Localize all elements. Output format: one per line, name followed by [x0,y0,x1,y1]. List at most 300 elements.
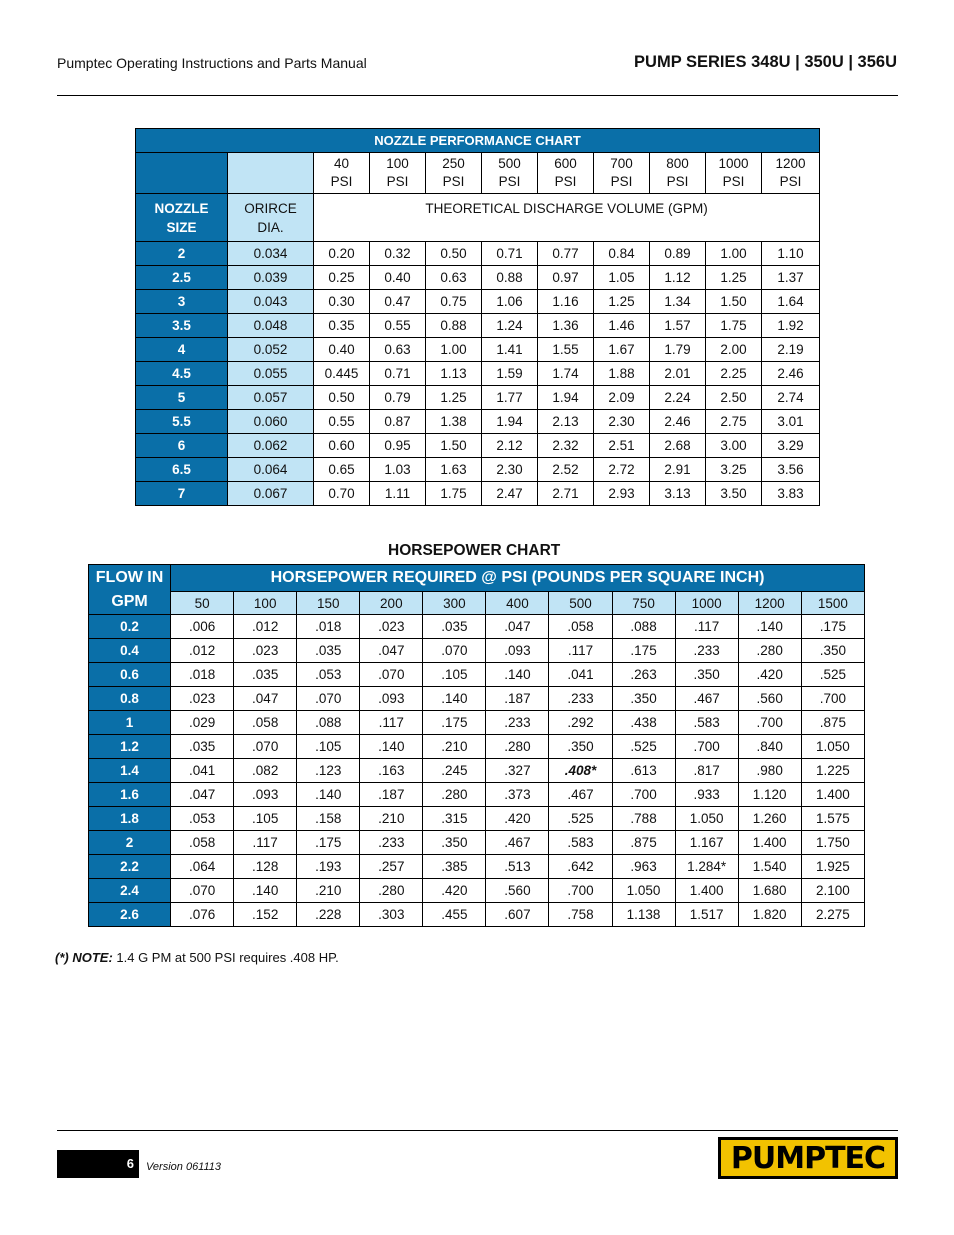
discharge-value-cell: 1.55 [538,338,594,362]
hp-value-cell: .187 [486,687,549,711]
hp-value-cell: .467 [549,783,612,807]
discharge-value-cell: 1.36 [538,314,594,338]
flow-gpm-cell: 2.6 [89,903,171,927]
hp-value-cell: .093 [486,639,549,663]
version-label: Version 061113 [146,1161,222,1173]
discharge-value-cell: 0.32 [370,242,426,266]
hp-value-cell: .980 [738,759,801,783]
discharge-value-cell: 0.63 [370,338,426,362]
hp-value-cell: .420 [486,807,549,831]
discharge-value-cell: 0.50 [426,242,482,266]
orifice-dia-cell: 0.062 [228,434,314,458]
nozzle-blank-header [136,153,228,194]
hp-value-cell: .210 [297,879,360,903]
hp-value-cell: .420 [738,663,801,687]
hp-psi-header: 1500 [801,592,864,615]
header-right-title: PUMP SERIES 348U | 350U | 356U [634,53,897,71]
flow-gpm-cell: 2.4 [89,879,171,903]
hp-value-cell: 1.225 [801,759,864,783]
psi-value: 1200 [775,156,806,171]
discharge-value-cell: 1.57 [650,314,706,338]
orifice-dia-cell: 0.064 [228,458,314,482]
nozzle-row [136,290,820,314]
nozzle-row [136,314,820,338]
psi-column-header [370,153,426,194]
nozzle-size-cell: 2 [136,242,228,266]
hp-value-cell: .210 [360,807,423,831]
hp-value-cell: .233 [486,711,549,735]
discharge-value-cell: 2.12 [482,434,538,458]
flow-gpm-header: FLOW IN GPM [89,565,171,615]
discharge-value-cell: 0.50 [314,386,370,410]
flow-gpm-cell: 2.2 [89,855,171,879]
discharge-value-cell: 3.01 [762,410,820,434]
orifice-dia-cell: 0.043 [228,290,314,314]
hp-value-cell: .280 [360,879,423,903]
nozzle-row [136,362,820,386]
hp-row [89,687,865,711]
discharge-value-cell: 0.97 [538,266,594,290]
nozzle-row [136,410,820,434]
discharge-value-cell: 2.50 [706,386,762,410]
hp-value-cell: .350 [801,639,864,663]
hp-value-cell: .053 [297,663,360,687]
discharge-value-cell: 2.51 [594,434,650,458]
hp-value-cell: .023 [360,615,423,639]
hp-value-cell: .053 [171,807,234,831]
hp-row [89,639,865,663]
hp-value-cell: .006 [171,615,234,639]
discharge-value-cell: 1.13 [426,362,482,386]
hp-value-cell: .012 [171,639,234,663]
flow-gpm-cell: 0.2 [89,615,171,639]
hp-value-cell: .029 [171,711,234,735]
discharge-value-cell: 3.56 [762,458,820,482]
discharge-value-cell: 0.30 [314,290,370,314]
hp-value-cell: .233 [549,687,612,711]
hp-value-cell: .158 [297,807,360,831]
orifice-dia-cell: 0.048 [228,314,314,338]
hp-value-cell: .058 [549,615,612,639]
discharge-value-cell: 1.64 [762,290,820,314]
flow-gpm-cell: 1 [89,711,171,735]
discharge-value-cell: 2.46 [762,362,820,386]
hp-row [89,711,865,735]
discharge-value-cell: 1.94 [482,410,538,434]
discharge-value-cell: 0.20 [314,242,370,266]
flow-gpm-cell: 1.8 [89,807,171,831]
flow-gpm-cell: 1.4 [89,759,171,783]
discharge-value-cell: 1.03 [370,458,426,482]
hp-value-cell: .140 [423,687,486,711]
header-rule [57,95,898,96]
header-left-title: Pumptec Operating Instructions and Parts Manual [57,55,367,71]
hp-value-cell: .245 [423,759,486,783]
hp-value-cell: .070 [297,687,360,711]
hp-value-cell: .117 [234,831,297,855]
discharge-value-cell: 2.19 [762,338,820,362]
orifice-dia-cell: 0.067 [228,482,314,506]
discharge-value-cell: 2.13 [538,410,594,434]
nozzle-size-cell: 6.5 [136,458,228,482]
footnote [55,950,339,965]
psi-column-header [706,153,762,194]
discharge-value-cell: 1.74 [538,362,594,386]
discharge-value-cell: 1.41 [482,338,538,362]
nozzle-row [136,482,820,506]
hp-value-cell: .455 [423,903,486,927]
hp-value-cell: .525 [801,663,864,687]
hp-value-cell: .700 [549,879,612,903]
hp-value-cell: .233 [360,831,423,855]
hp-value-cell: .035 [171,735,234,759]
hp-value-cell: 2.275 [801,903,864,927]
discharge-value-cell: 1.79 [650,338,706,362]
hp-required-header: HORSEPOWER REQUIRED @ PSI (POUNDS PER SQUARE INCH) [171,565,865,592]
hp-value-cell: 1.120 [738,783,801,807]
psi-column-header [314,153,370,194]
hp-psi-header: 1200 [738,592,801,615]
nozzle-chart-title: NOZZLE PERFORMANCE CHART [136,129,820,153]
discharge-value-cell: 0.79 [370,386,426,410]
hp-value-cell: .700 [738,711,801,735]
discharge-value-cell: 0.88 [426,314,482,338]
hp-value-cell: .035 [297,639,360,663]
footnote-label: (*) NOTE: [55,950,113,965]
hp-value-cell: .963 [612,855,675,879]
hp-value-cell: .350 [549,735,612,759]
psi-column-header [482,153,538,194]
hp-value-cell: .583 [549,831,612,855]
hp-value-cell: .035 [423,615,486,639]
discharge-value-cell: 3.00 [706,434,762,458]
hp-value-cell: .105 [234,807,297,831]
discharge-value-cell: 2.24 [650,386,706,410]
hp-value-cell: .070 [423,639,486,663]
discharge-value-cell: 1.00 [426,338,482,362]
hp-value-cell: .105 [297,735,360,759]
hp-value-cell: .175 [801,615,864,639]
hp-value-cell: .607 [486,903,549,927]
hp-value-cell: .140 [486,663,549,687]
discharge-value-cell: 1.25 [594,290,650,314]
hp-value-cell: .350 [675,663,738,687]
psi-column-header [426,153,482,194]
discharge-value-cell: 2.09 [594,386,650,410]
psi-value: 40 [333,156,350,171]
discharge-value-cell: 2.52 [538,458,594,482]
discharge-value-cell: 1.25 [426,386,482,410]
hp-value-cell: .292 [549,711,612,735]
hp-value-cell: 1.050 [612,879,675,903]
psi-value: 600 [554,156,577,171]
flow-gpm-cell: 1.2 [89,735,171,759]
nozzle-size-cell: 4 [136,338,228,362]
psi-unit: PSI [666,174,689,189]
psi-column-header [538,153,594,194]
discharge-value-cell: 3.13 [650,482,706,506]
hp-value-cell: .175 [612,639,675,663]
psi-column-header [762,153,820,194]
psi-column-header [650,153,706,194]
discharge-value-cell: 1.67 [594,338,650,362]
hp-value-cell: .018 [297,615,360,639]
orifice-dia-cell: 0.060 [228,410,314,434]
discharge-value-cell: 1.00 [706,242,762,266]
discharge-value-cell: 2.46 [650,410,706,434]
page-number: 6 [57,1150,139,1178]
hp-value-cell: .163 [360,759,423,783]
hp-value-cell: .117 [549,639,612,663]
discharge-value-cell: 3.83 [762,482,820,506]
hp-value-cell: 1.400 [738,831,801,855]
flow-gpm-cell: 2 [89,831,171,855]
hp-psi-header: 750 [612,592,675,615]
discharge-value-cell: 2.91 [650,458,706,482]
hp-value-cell: .175 [423,711,486,735]
hp-value-cell: .385 [423,855,486,879]
discharge-value-cell: 1.34 [650,290,706,314]
psi-column-header [594,153,650,194]
orifice-dia-cell: 0.039 [228,266,314,290]
orifice-dia-cell: 0.034 [228,242,314,266]
hp-value-cell: .047 [360,639,423,663]
hp-psi-header: 100 [234,592,297,615]
discharge-value-cell: 2.30 [482,458,538,482]
psi-unit: PSI [610,174,633,189]
hp-value-cell: .327 [486,759,549,783]
hp-row [89,831,865,855]
discharge-value-cell: 2.68 [650,434,706,458]
hp-row [89,807,865,831]
discharge-value-cell: 1.50 [706,290,762,314]
discharge-value-cell: 2.93 [594,482,650,506]
discharge-value-cell: 0.47 [370,290,426,314]
discharge-value-cell: 2.30 [594,410,650,434]
hp-value-cell: 1.260 [738,807,801,831]
hp-psi-header: 300 [423,592,486,615]
hp-value-cell: .408* [549,759,612,783]
hp-value-cell: .373 [486,783,549,807]
psi-unit: PSI [442,174,465,189]
discharge-value-cell: 1.59 [482,362,538,386]
hp-row [89,663,865,687]
discharge-value-cell: 0.55 [314,410,370,434]
discharge-value-cell: 0.70 [314,482,370,506]
discharge-value-cell: 0.77 [538,242,594,266]
hp-value-cell: .093 [360,687,423,711]
discharge-value-cell: 1.25 [706,266,762,290]
hp-value-cell: 1.138 [612,903,675,927]
hp-value-cell: .438 [612,711,675,735]
hp-psi-header: 500 [549,592,612,615]
hp-value-cell: .047 [171,783,234,807]
hp-value-cell: .105 [423,663,486,687]
hp-value-cell: .700 [675,735,738,759]
discharge-value-cell: 2.71 [538,482,594,506]
hp-psi-header: 200 [360,592,423,615]
psi-unit: PSI [779,174,802,189]
hp-value-cell: .303 [360,903,423,927]
hp-row [89,783,865,807]
hp-value-cell: 1.050 [801,735,864,759]
discharge-value-cell: 1.06 [482,290,538,314]
hp-row [89,855,865,879]
nozzle-size-cell: 5.5 [136,410,228,434]
discharge-value-cell: 0.40 [370,266,426,290]
hp-value-cell: .467 [675,687,738,711]
discharge-value-cell: 0.71 [370,362,426,386]
flow-gpm-cell: 1.6 [89,783,171,807]
hp-value-cell: .875 [612,831,675,855]
flow-gpm-cell: 0.4 [89,639,171,663]
hp-value-cell: .041 [171,759,234,783]
discharge-value-cell: 1.88 [594,362,650,386]
hp-value-cell: .088 [297,711,360,735]
hp-value-cell: .128 [234,855,297,879]
hp-value-cell: .933 [675,783,738,807]
hp-value-cell: .280 [738,639,801,663]
hp-value-cell: .467 [486,831,549,855]
discharge-value-cell: 3.29 [762,434,820,458]
hp-value-cell: .560 [738,687,801,711]
hp-value-cell: .123 [297,759,360,783]
hp-value-cell: .140 [738,615,801,639]
discharge-value-cell: 0.95 [370,434,426,458]
psi-value: 700 [610,156,633,171]
hp-row [89,735,865,759]
hp-value-cell: .076 [171,903,234,927]
nozzle-row [136,338,820,362]
orifice-dia-cell: 0.055 [228,362,314,386]
discharge-value-cell: 0.89 [650,242,706,266]
nozzle-performance-table [135,128,820,506]
hp-value-cell: 1.680 [738,879,801,903]
nozzle-size-cell: 7 [136,482,228,506]
discharge-value-cell: 1.46 [594,314,650,338]
hp-value-cell: .093 [234,783,297,807]
hp-value-cell: .064 [171,855,234,879]
discharge-value-cell: 0.71 [482,242,538,266]
flow-gpm-cell: 0.8 [89,687,171,711]
hp-value-cell: 1.167 [675,831,738,855]
hp-value-cell: .070 [171,879,234,903]
hp-row [89,759,865,783]
discharge-value-cell: 1.12 [650,266,706,290]
discharge-value-cell: 0.55 [370,314,426,338]
hp-value-cell: .187 [360,783,423,807]
discharge-value-cell: 2.01 [650,362,706,386]
hp-value-cell: .117 [675,615,738,639]
hp-value-cell: .758 [549,903,612,927]
flow-gpm-cell: 0.6 [89,663,171,687]
nozzle-row [136,434,820,458]
nozzle-size-cell: 3 [136,290,228,314]
nozzle-row [136,458,820,482]
discharge-value-cell: 2.00 [706,338,762,362]
hp-value-cell: .140 [234,879,297,903]
hp-value-cell: .058 [171,831,234,855]
hp-value-cell: .058 [234,711,297,735]
hp-value-cell: 2.100 [801,879,864,903]
hp-value-cell: .525 [612,735,675,759]
psi-unit: PSI [722,174,745,189]
hp-value-cell: .420 [423,879,486,903]
hp-value-cell: .012 [234,615,297,639]
discharge-value-cell: 1.94 [538,386,594,410]
nozzle-size-cell: 3.5 [136,314,228,338]
nozzle-row [136,386,820,410]
hp-value-cell: .023 [234,639,297,663]
nozzle-row [136,266,820,290]
hp-value-cell: 1.540 [738,855,801,879]
discharge-value-cell: 0.75 [426,290,482,314]
orifice-blank-header [228,153,314,194]
hp-value-cell: 1.575 [801,807,864,831]
hp-value-cell: .233 [675,639,738,663]
psi-value: 500 [498,156,521,171]
psi-value: 250 [442,156,465,171]
hp-value-cell: .047 [486,615,549,639]
hp-value-cell: .082 [234,759,297,783]
discharge-value-cell: 2.25 [706,362,762,386]
footnote-text: 1.4 G PM at 500 PSI requires .408 HP. [112,950,339,965]
hp-value-cell: 1.517 [675,903,738,927]
hp-psi-header: 50 [171,592,234,615]
discharge-value-cell: 0.63 [426,266,482,290]
hp-chart-heading: HORSEPOWER CHART [388,542,561,559]
hp-value-cell: .700 [612,783,675,807]
discharge-value-cell: 1.63 [426,458,482,482]
hp-value-cell: .642 [549,855,612,879]
discharge-value-cell: 1.50 [426,434,482,458]
hp-value-cell: 1.820 [738,903,801,927]
hp-value-cell: .018 [171,663,234,687]
discharge-value-cell: 0.87 [370,410,426,434]
hp-value-cell: .023 [171,687,234,711]
hp-value-cell: .817 [675,759,738,783]
discharge-value-cell: 1.75 [426,482,482,506]
hp-value-cell: 1.925 [801,855,864,879]
hp-value-cell: .280 [423,783,486,807]
hp-value-cell: .228 [297,903,360,927]
discharge-value-cell: 1.92 [762,314,820,338]
discharge-value-cell: 0.60 [314,434,370,458]
discharge-value-cell: 2.75 [706,410,762,434]
hp-value-cell: .875 [801,711,864,735]
discharge-value-cell: 1.37 [762,266,820,290]
discharge-value-cell: 0.40 [314,338,370,362]
hp-value-cell: .152 [234,903,297,927]
discharge-value-cell: 1.11 [370,482,426,506]
orifice-dia-cell: 0.052 [228,338,314,362]
hp-value-cell: .560 [486,879,549,903]
psi-unit: PSI [498,174,521,189]
discharge-value-cell: 1.77 [482,386,538,410]
hp-value-cell: 1.400 [801,783,864,807]
hp-value-cell: .613 [612,759,675,783]
hp-value-cell: .070 [234,735,297,759]
discharge-value-cell: 0.25 [314,266,370,290]
hp-value-cell: 1.750 [801,831,864,855]
hp-value-cell: .117 [360,711,423,735]
psi-unit: PSI [554,174,577,189]
hp-value-cell: .257 [360,855,423,879]
discharge-value-cell: 3.25 [706,458,762,482]
discharge-value-cell: 0.35 [314,314,370,338]
discharge-value-cell: 1.75 [706,314,762,338]
hp-value-cell: .140 [297,783,360,807]
